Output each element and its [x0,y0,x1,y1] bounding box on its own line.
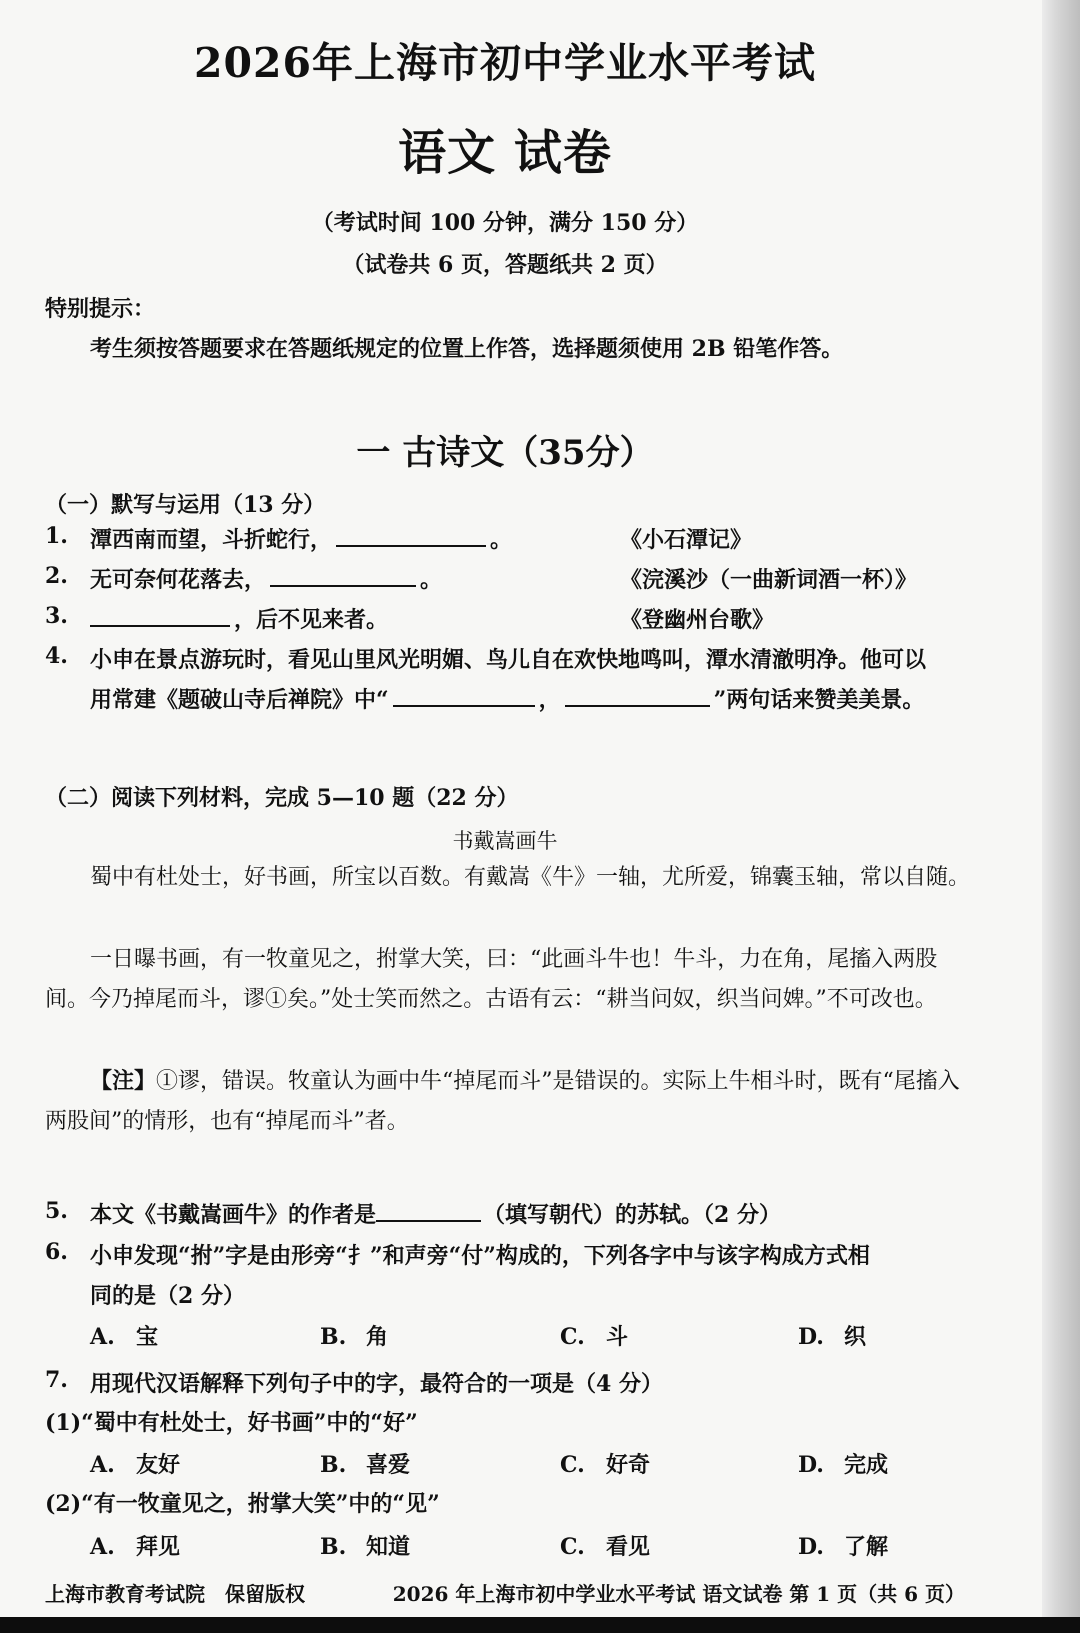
option-a[interactable]: A. 拜见 [90,1534,181,1560]
pages-line: （试卷共 6 页，答题纸共 2 页） [342,252,668,278]
question-text [90,523,512,554]
question-source: 《登幽州台歌》 [620,607,775,633]
passage-note [45,1061,975,1142]
answer-blank [90,604,230,627]
answer-blank [270,564,416,587]
question-prefix: 潭西南而望，斗折蛇行， [90,527,333,553]
option-c[interactable]: C. 看见 [560,1534,651,1560]
option-a[interactable]: A. 友好 [90,1452,181,1478]
part-1-title: （一）默写与运用（13 分） [45,492,326,518]
answer-blank [565,684,710,707]
question-separator: ， [538,687,561,713]
notice-title: 特别提示： [45,296,156,322]
question-number: 5. [45,1198,68,1224]
option-a[interactable]: A. 宝 [90,1324,159,1350]
question-text: 小申发现“拊”字是由形旁“扌”和声旁“付”构成的，下列各字中与该字构成方式相 [90,1243,870,1269]
question-number: 1. [45,523,68,549]
question-number: 6. [45,1239,68,1265]
question-prefix: 无可奈何花落去， [90,567,267,593]
question-text [90,1198,781,1229]
question-prefix: 本文《书戴嵩画牛》的作者是 [90,1202,377,1228]
question-prefix: 用常建《题破山寺后禅院》中“ [90,687,389,713]
note-body: ①谬，错误。牧童认为画中牛“掉尾而斗”是错误的。实际上牛相斗时，既有“尾搐入两股间”的情形，也有“掉尾而斗”者。 [45,1069,960,1134]
passage-paragraph-2: 一日曝书画，有一牧童见之，拊掌大笑，曰：“此画斗牛也！牛斗，力在角，尾搐入两股间。今乃掉尾而斗，谬①矣。”处士笑而然之。古语有云：“耕当问奴，织当问婢。”不可改也。 [45,947,938,1012]
footer-page-info: 2026 年上海市初中学业水平考试 语文试卷 第 1 页（共 6 页） [392,1582,965,1606]
question-suffix: 。 [420,567,443,593]
question-suffix: ”两句话来赞美美景。 [713,687,925,713]
option-b[interactable]: B. 喜爱 [320,1452,411,1478]
section-title: 一 古诗文（35分） [356,433,654,473]
option-d[interactable]: D. 了解 [798,1534,889,1560]
question-7-sub-1: (1)“蜀中有杜处士，好书画”中的“好” [45,1410,418,1436]
note-tag: 【注】 [90,1068,157,1094]
scan-right-edge [1042,0,1080,1633]
option-b[interactable]: B. 知道 [320,1534,411,1560]
question-number: 3. [45,603,68,629]
option-b[interactable]: B. 角 [320,1324,389,1350]
question-source: 《浣溪沙（一曲新词酒一杯）》 [620,567,918,593]
question-text [90,563,442,594]
option-c[interactable]: C. 斗 [560,1324,629,1350]
question-suffix: ，后不见来者。 [234,607,389,633]
question-text: 用现代汉语解释下列句子中的字，最符合的一项是（4 分） [90,1371,663,1397]
question-6-line-2: 同的是（2 分） [90,1283,245,1309]
question-7-sub-2: (2)“有一牧童见之，拊掌大笑”中的“见” [45,1491,440,1517]
paper-title: 语文 试卷 [398,125,612,181]
passage-title: 书戴嵩画牛 [452,829,558,853]
answer-blank [376,1199,481,1222]
question-suffix: （填写朝代）的苏轼。（2 分） [483,1202,781,1228]
option-d[interactable]: D. 织 [798,1324,867,1350]
exam-title: 2026年上海市初中学业水平考试 [193,39,817,87]
notice-body: 考生须按答题要求在答题纸规定的位置上作答，选择题须使用 2B 铅笔作答。 [90,336,844,362]
question-4-line-2 [90,683,924,714]
footer-copyright: 上海市教育考试院 保留版权 [45,1582,305,1606]
question-number: 7. [45,1367,68,1393]
option-c[interactable]: C. 好奇 [560,1452,651,1478]
answer-blank [393,684,535,707]
question-suffix: 。 [490,527,513,553]
question-number: 2. [45,563,68,589]
passage-paragraph-1: 蜀中有杜处士，好书画，所宝以百数。有戴嵩《牛》一轴，尤所爱，锦囊玉轴，常以自随。 [90,865,971,890]
question-text: 小申在景点游玩时，看见山里风光明媚、鸟儿自在欢快地鸣叫，潭水清澈明净。他可以 [90,647,927,673]
answer-blank [336,524,486,547]
question-text [90,603,388,634]
duration-line: （考试时间 100 分钟，满分 150 分） [311,210,699,236]
scan-bottom-edge [0,1617,1080,1633]
option-d[interactable]: D. 完成 [798,1452,889,1478]
question-source: 《小石潭记》 [620,527,753,553]
question-number: 4. [45,643,68,669]
part-2-title: （二）阅读下列材料，完成 5—10 题（22 分） [45,785,519,811]
